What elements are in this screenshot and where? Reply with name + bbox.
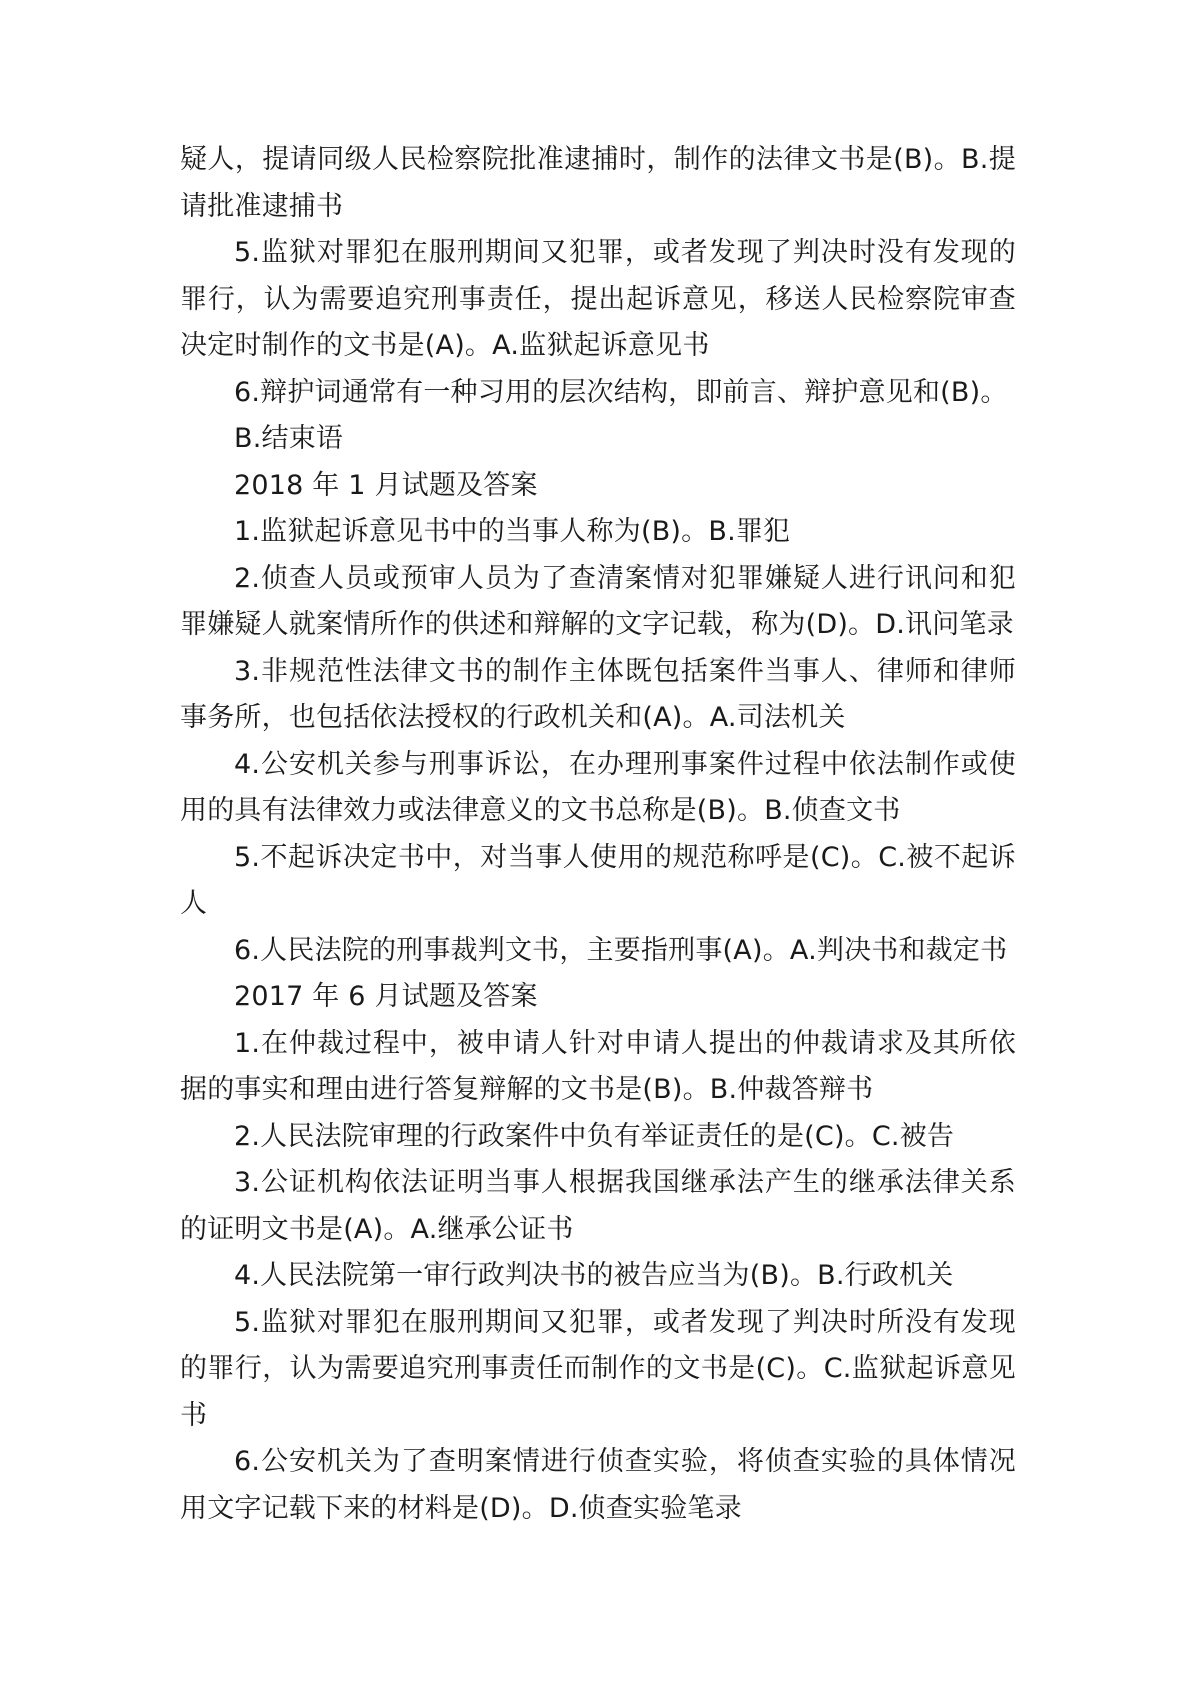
question-paragraph: 5.监狱对罪犯在服刑期间又犯罪，或者发现了判决时没有发现的罪行，认为需要追究刑事责任，提出起诉意见，移送人民检察院审查决定时制作的文书是(A)。A.监狱起诉意见书 — [180, 237, 1016, 361]
question-paragraph: 5.不起诉决定书中，对当事人使用的规范称呼是(C)。C.被不起诉人 — [180, 841, 1016, 919]
answer-paragraph: B.结束语 — [234, 423, 344, 454]
question-paragraph: 3.非规范性法律文书的制作主体既包括案件当事人、律师和律师事务所，也包括依法授权的行政机关和(A)。A.司法机关 — [180, 655, 1016, 733]
question-paragraph: 5.监狱对罪犯在服刑期间又犯罪，或者发现了判决时所没有发现的罪行，认为需要追究刑事责任而制作的文书是(C)。C.监狱起诉意见书 — [180, 1306, 1016, 1431]
section-heading: 2017 年 6 月试题及答案 — [234, 981, 538, 1012]
paragraph-continuation: 疑人，提请同级人民检察院批准逮捕时，制作的法律文书是(B)。B.提请批准逮捕书 — [180, 144, 1016, 222]
question-paragraph: 6.辩护词通常有一种习用的层次结构，即前言、辩护意见和(B)。 — [234, 376, 1008, 408]
question-paragraph: 2.侦查人员或预审人员为了查清案情对犯罪嫌疑人进行讯问和犯罪嫌疑人就案情所作的供述和辩解的文字记载，称为(D)。D.讯问笔录 — [180, 562, 1016, 640]
section-heading: 2018 年 1 月试题及答案 — [234, 469, 538, 501]
question-paragraph: 3.公证机构依法证明当事人根据我国继承法产生的继承法律关系的证明文书是(A)。A.继承公证书 — [180, 1167, 1016, 1245]
question-paragraph: 4.公安机关参与刑事诉讼，在办理刑事案件过程中依法制作或使用的具有法律效力或法律意义的文书总称是(B)。B.侦查文书 — [180, 748, 1016, 826]
question-paragraph: 6.人民法院的刑事裁判文书，主要指刑事(A)。A.判决书和裁定书 — [234, 934, 1008, 966]
question-paragraph: 2.人民法院审理的行政案件中负有举证责任的是(C)。C.被告 — [234, 1120, 955, 1152]
question-paragraph: 1.在仲裁过程中，被申请人针对申请人提出的仲裁请求及其所依据的事实和理由进行答复辩解的文书是(B)。B.仲裁答辩书 — [180, 1027, 1016, 1105]
question-paragraph: 4.人民法院第一审行政判决书的被告应当为(B)。B.行政机关 — [234, 1260, 954, 1291]
document-body — [180, 137, 1016, 1532]
question-paragraph: 1.监狱起诉意见书中的当事人称为(B)。B.罪犯 — [234, 516, 791, 547]
question-paragraph: 6.公安机关为了查明案情进行侦查实验，将侦查实验的具体情况用文字记载下来的材料是(D)。D.侦查实验笔录 — [180, 1446, 1016, 1524]
